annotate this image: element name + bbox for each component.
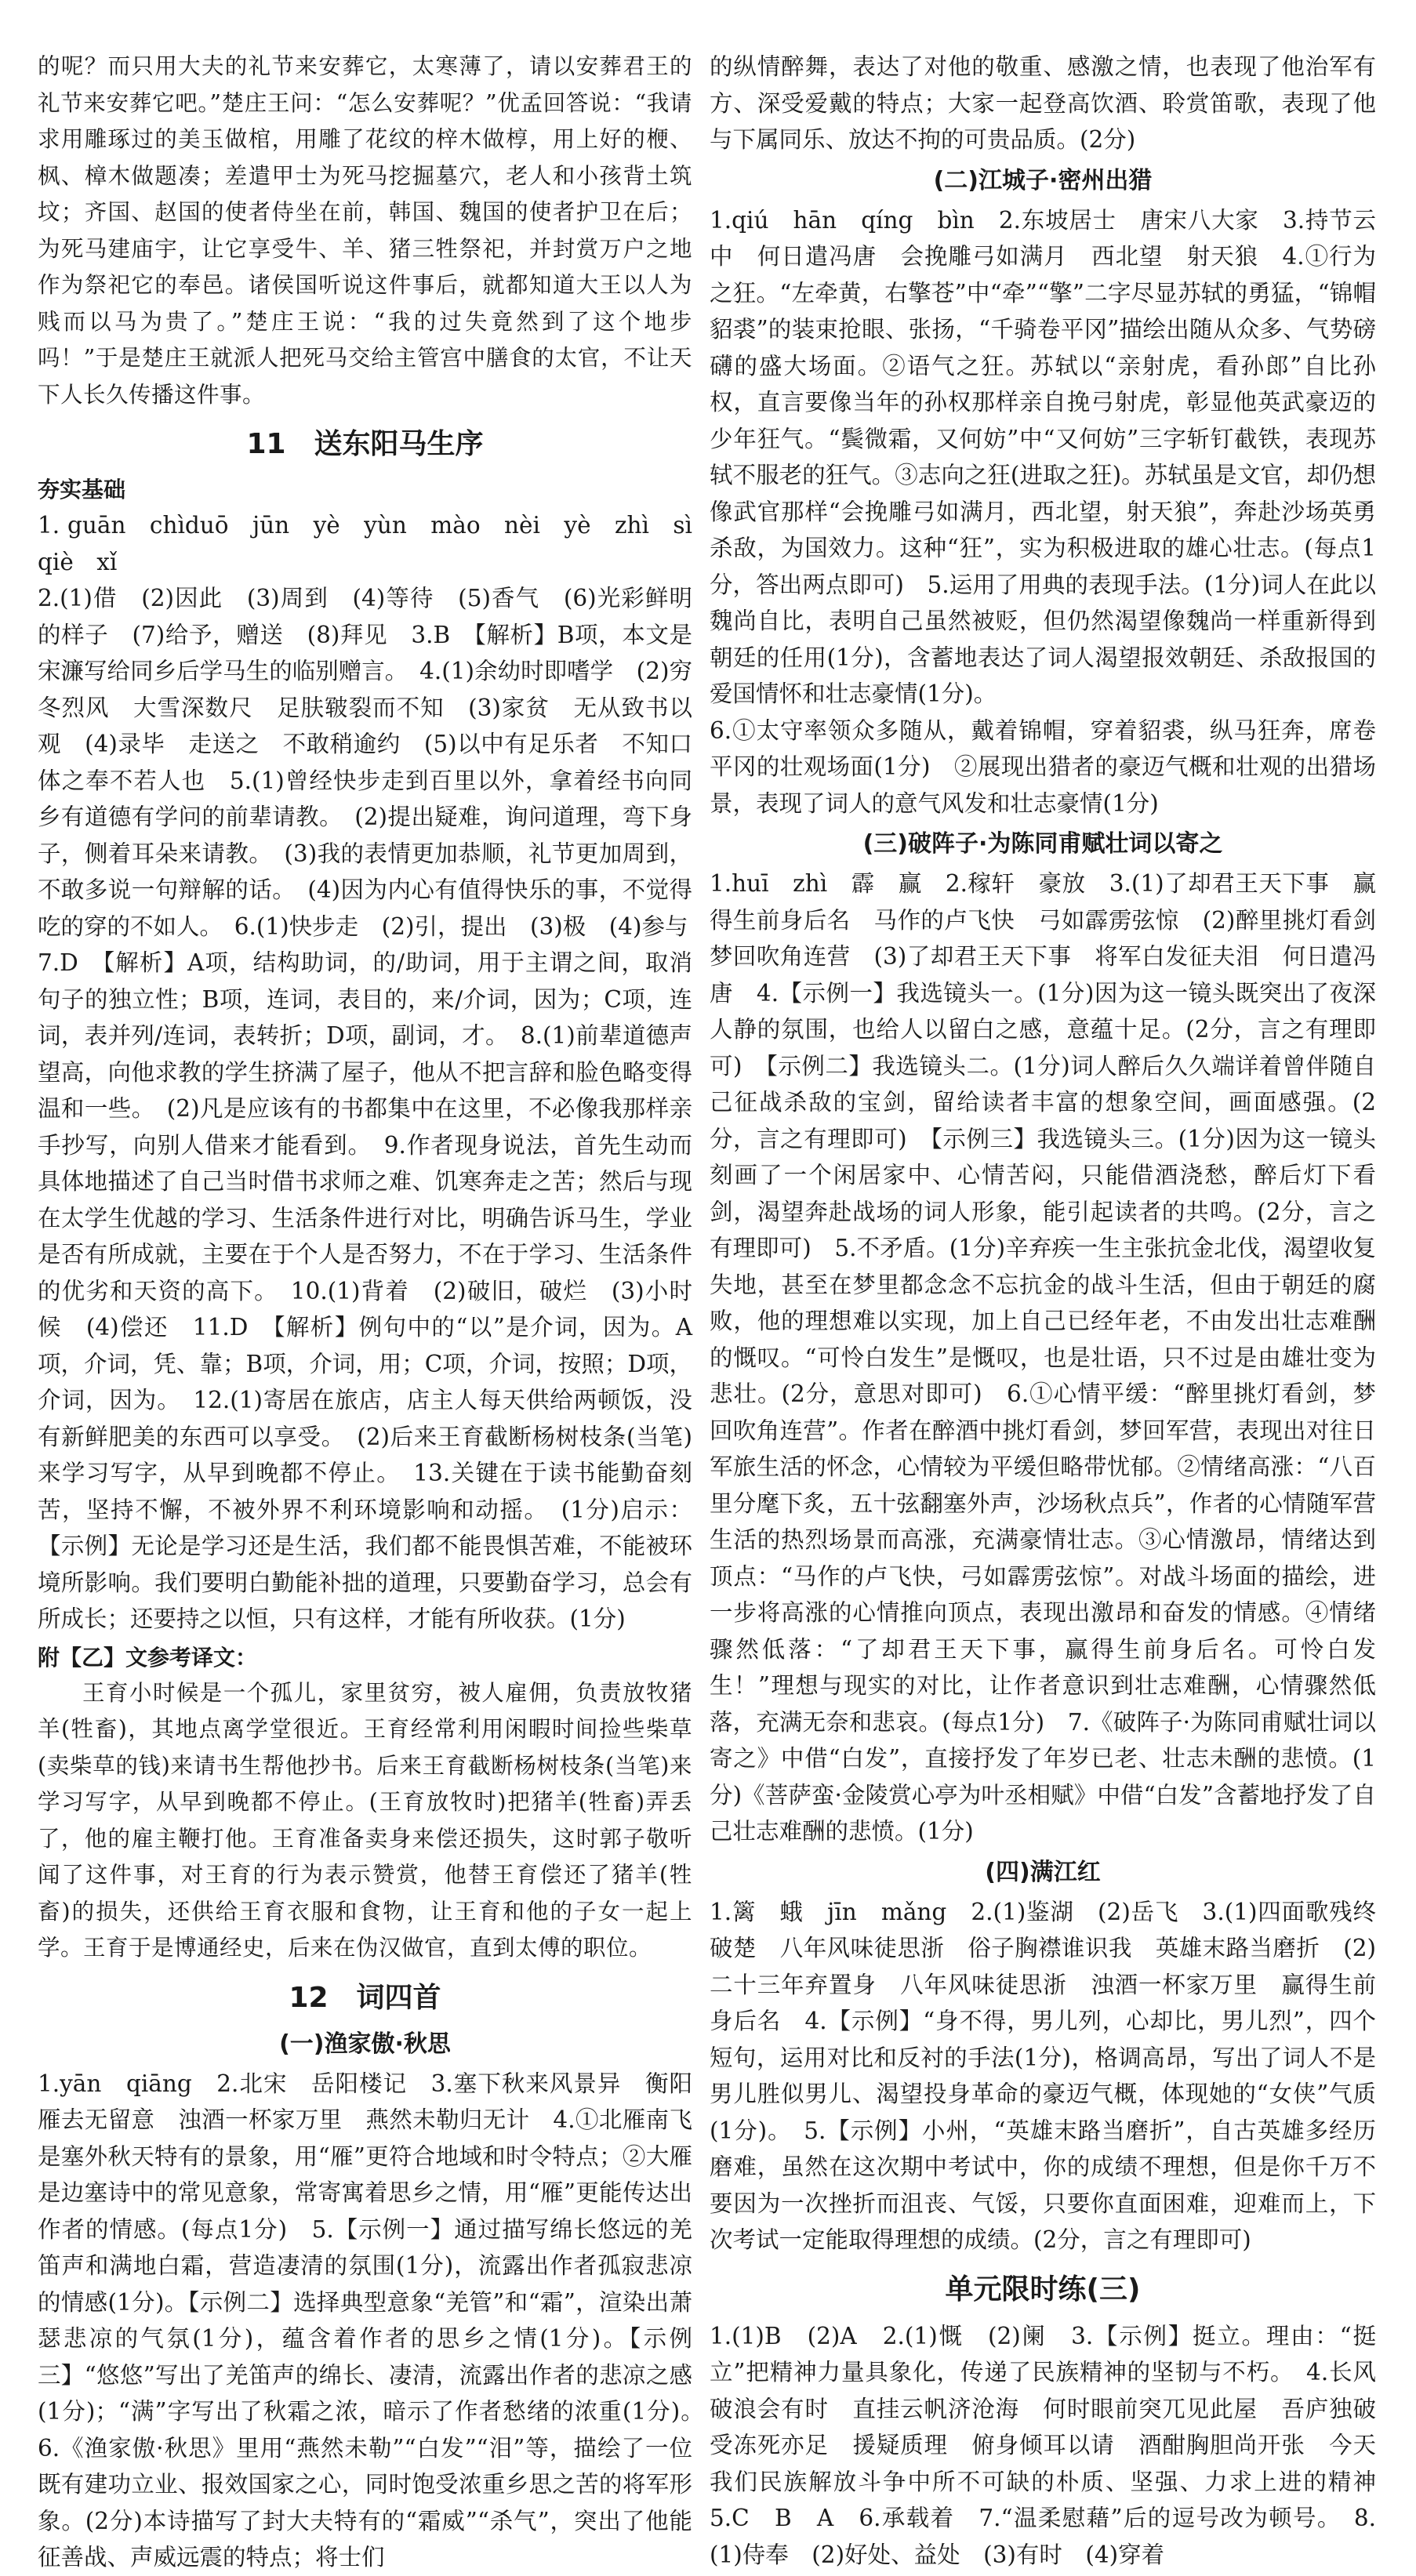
answer-block: 1.qiú hān qíng bìn 2.东坡居士 唐宋八大家 3.持节云中 何日遣冯唐 会挽雕弓如满月 西北望 射天狼 4.①行为之狂。“左牵黄，右擎苍”中“牵”“擎”二字尽显苏轼的勇猛，“锦帽貂裘”的装束抢眼、张扬，“千骑卷平冈”描绘出随从众多、气势磅礴的盛大场面。②语气之狂。苏轼以“亲射虎，看孙郎”自比孙权，直言要像当年的孙权那样亲自挽弓射虎，彰显他英武豪迈的少年狂气。“鬓微霜，又何妨”中“又何妨”三字斩钉截铁，表现苏轼不服老的狂气。③志向之狂(进取之狂)。苏轼虽是文官，却仍想像武官那样“会挽雕弓如满月，西北望，射天狼”，奔赴沙场英勇杀敌，为国效力。这种“狂”，实为积极进取的雄心壮志。(每点1分，答出两点即可) 5.运用了用典的表现手法。(1分)词人在此以魏尚自比，表明自己虽然被贬，但仍然渴望像魏尚一样重新得到朝廷的任用(1分)，含蓄地表达了词人渴望报效朝廷、杀敌报国的爱国情怀和壮志豪情(1分)。 bbox=[710, 206, 1376, 707]
right-column bbox=[710, 49, 1400, 2573]
poem-1-title: (一)渔家傲·秋思 bbox=[279, 2030, 451, 2058]
translation-continuation: 的呢？而只用大夫的礼节来安葬它，太寒薄了，请以安葬君王的礼节来安葬它吧。”楚庄王问：“怎么安葬呢？”优孟回答说：“我请求用雕琢过的美玉做棺，用雕了花纹的梓木做椁，用上好的楩、枫、樟木做题凑；差遣甲士为死马挖掘墓穴，老人和小孩背土筑坟；齐国、赵国的使者侍坐在前，韩国、魏国的使者护卫在后；为死马建庙宇，让它享受牛、羊、猪三牲祭祀，并封赏万户之地作为祭祀它的奉邑。诸侯国听说这件事后，就都知道大王以人为贱而以马为贵了。”楚庄王说：“我的过失竟然到了这个地步吗！”于是楚庄王就派人把死马交给主管宫中膳食的太官，不让天下人长久传播这件事。 bbox=[38, 53, 692, 408]
left-column bbox=[38, 49, 716, 2576]
poem-3-title: (三)破阵子·为陈同甫赋壮词以寄之 bbox=[862, 830, 1223, 858]
lesson-11-title: 11 送东阳马生序 bbox=[246, 428, 484, 460]
answer-block: 1.篱 蛾 jīn mǎng 2.(1)鉴湖 (2)岳飞 3.(1)四面歌残终破楚 八年风味徒思浙 俗子胸襟谁识我 英雄末路当磨折 (2)二十三年弃置身 八年风味徒思浙 浊酒一杯家万里 赢得生前身后名 4.【示例】“身不得，男儿列，心却比，男儿烈”，四个短句，运用对比和反衬的手法(1分)，格调高昂，写出了词人不是男儿胜似男儿、渴望投身革命的豪迈气概，体现她的“女侠”气质(1分)。 5.【示例】小州，“英雄末路当磨折”，自古英雄多经历磨难，虽然在这次期中考试中，你的成绩不理想，但是你千万不要因为一次挫折而沮丧、气馁，只要你直面困难，迎难而上，下次考试一定能取得理想的成绩。(2分，言之有理即可) bbox=[710, 1898, 1376, 2253]
answer-block: 6.①太守率领众多随从，戴着锦帽，穿着貂裘，纵马狂奔，席卷平冈的壮观场面(1分) ②展现出猎者的豪迈气概和壮观的出猎场景，表现了词人的意气风发和壮志豪情(1分) bbox=[710, 717, 1376, 817]
answer-block: 1.huī zhì 霹 赢 2.稼轩 豪放 3.(1)了却君王天下事 赢得生前身后名 马作的卢飞快 弓如霹雳弦惊 (2)醉里挑灯看剑 梦回吹角连营 (3)了却君王天下事 将军白发征夫泪 何日遣冯唐 4.【示例一】我选镜头一。(1分)因为这一镜头既突出了夜深人静的氛围，也给人以留白之感，意蕴十足。(2分，言之有理即可) 【示例二】我选镜头二。(1分)词人醉后久久端详着曾伴随自己征战杀敌的宝剑，留给读者丰富的想象空间，画面感强。(2分，言之有理即可) 【示例三】我选镜头三。(1分)因为这一镜头刻画了一个闲居家中、心情苦闷，只能借酒浇愁，醉后灯下看剑，渴望奔赴战场的词人形象，能引起读者的共鸣。(2分，言之有理即可) 5.不矛盾。(1分)辛弃疾一生主张抗金北伐，渴望收复失地，甚至在梦里都念念不忘抗金的战斗生活，但由于朝廷的腐败，他的理想难以实现，加上自己已经年老，不由发出壮志难酬的慨叹。“可怜白发生”是慨叹，也是壮语，只不过是由雄壮变为悲壮。(2分，意思对即可) 6.①心情平缓：“醉里挑灯看剑，梦回吹角连营”。作者在醉酒中挑灯看剑，梦回军营，表现出对往日军旅生活的怀念，心情较为平缓但略带忧郁。②情绪高涨：“八百里分麾下炙，五十弦翻塞外声，沙场秋点兵”，作者的心情随军营生活的热烈场景而高涨，充满豪情壮志。③心情激昂，情绪达到顶点：“马作的卢飞快，弓如霹雳弦惊”。对战斗场面的描绘，进一步将高涨的心情推向顶点，表现出激昂和奋发的情感。④情绪骤然低落：“了却君王天下事，赢得生前身后名。可怜白发生！”理想与现实的对比，让作者意识到壮志难酬，心情骤然低落，充满无奈和悲哀。(每点1分) 7.《破阵子·为陈同甫赋壮词以寄之》中借“白发”，直接抒发了年岁已老、壮志未酬的悲愤。(1分)《菩萨蛮·金陵赏心亭为叶丞相赋》中借“白发”含蓄地抒发了自己壮志难酬的悲愤。(1分) bbox=[710, 870, 1400, 1845]
answer-block: 1.(1)B (2)A 2.(1)慨 (2)阑 3.【示例】挺立。理由：“挺立”把精神力量具象化，传递了民族精神的坚韧与不朽。 4.长风破浪会有时 直挂云帆济沧海 何时眼前突兀见此屋 吾庐独破受冻死亦足 援疑质理 俯身倾耳以请 酒酣胸胆尚开张 今天我们民族解放斗争中所不可缺的朴质、坚强、力求上进的精神 5.C B A 6.承载着 7.“温柔慰藉”后的逗号改为顿号。 8.(1)侍奉 (2)好处、益处 (3)有时 (4)穿着 bbox=[710, 2322, 1400, 2568]
unit-test-title: 单元限时练(三) bbox=[945, 2273, 1141, 2306]
answer-continuation: 的纵情醉舞，表达了对他的敬重、感激之情，也表现了他治军有方、深受爱戴的特点；大家一起登高饮酒、聆赏笛歌，表现了他与下属同乐、放达不拘的可贵品质。(2分) bbox=[710, 53, 1376, 153]
appendix-heading: 附【乙】文参考译文： bbox=[38, 1644, 258, 1671]
lesson-12-title: 12 词四首 bbox=[289, 1981, 441, 2014]
answer-block: 2.(1)借 (2)因此 (3)周到 (4)等待 (5)香气 (6)光彩鲜明的样子 (7)给予，赠送 (8)拜见 3.B 【解析】B项，本文是宋濂写给同乡后学马生的临别赠言。 4.(1)余幼时即嗜学 (2)穷冬烈风 大雪深数尺 足肤皲裂而不知 (3)家贫 无从致书以观 (4)录毕 走送之 不敢稍逾约 (5)以中有足乐者 不知口体之奉不若人也 5.(1)曾经快步走到百里以外，拿着经书向同乡有道德有学问的前辈请教。 (2)提出疑难，询问道理，弯下身子，侧着耳朵来请教。 (3)我的表情更加恭顺，礼节更加周到，不敢多说一句辩解的话。 (4)因为内心有值得快乐的事，不觉得吃的穿的不如人。 6.(1)快步走 (2)引，提出 (3)极 (4)参与 bbox=[38, 585, 692, 940]
poem-2-title: (二)江城子·密州出猎 bbox=[933, 166, 1153, 194]
poem-4-title: (四)满江红 bbox=[985, 1858, 1101, 1886]
appendix-translation: 王育小时候是一个孤儿，家里贫穷，被人雇佣，负责放牧猪羊(牲畜)，其地点离学堂很近。王育经常利用闲暇时间捡些柴草(卖柴草的钱)来请书生帮他抄书。后来王育截断杨树枝条(当笔)来学习写字，从早到晚都不停止。(王育放牧时)把猪羊(牲畜)弄丢了，他的雇主鞭打他。王育准备卖身来偿还损失，这时郭子敬听闻了这件事，对王育的行为表示赞赏，他替王育偿还了猪羊(牲畜)的损失，还供给王育衣服和食物，让王育和他的子女一起上学。王育于是博通经史，后来在伪汉做官，直到太傅的职位。 bbox=[38, 1679, 692, 1961]
answer-block: 1.yān qiāng 2.北宋 岳阳楼记 3.塞下秋来风景异 衡阳雁去无留意 浊酒一杯家万里 燕然未勒归无计 4.①北雁南飞是塞外秋天特有的景象，用“雁”更符合地域和时令特点；②大雁是边塞诗中的常见意象，常寄寓着思乡之情，用“雁”更能传达出作者的情感。(每点1分) 5.【示例一】通过描写绵长悠远的羌笛声和满地白霜，营造凄清的氛围(1分)，流露出作者孤寂悲凉的情感(1分)。【示例二】选择典型意象“羌管”和“霜”，渲染出萧瑟悲凉的气氛(1分)，蕴含着作者的思乡之情(1分)。【示例三】“悠悠”写出了羌笛声的绵长、凄清，流露出作者的悲凉之感(1分)；“满”字写出了秋霜之浓，暗示了作者愁绪的浓重(1分)。 6.《渔家傲·秋思》里用“燕然未勒”“白发”“泪”等，描绘了一位既有建功立业、报效国家之心，同时饱受浓重乡思之苦的将军形象。(2分)本诗描写了封大夫特有的“霜威”“杀气”，突出了他能征善战、声威远震的特点；将士们 bbox=[38, 2070, 716, 2571]
answer-pinyin: 1. guān chìduō jūn yè yùn mào nèi yè zhì sì qiè xǐ bbox=[38, 512, 716, 575]
section-heading: 夯实基础 bbox=[38, 477, 126, 503]
answer-block: 7.D 【解析】A项，结构助词，的/助词，用于主谓之间，取消句子的独立性；B项，连词，表目的，来/介词，因为；C项，连词，表并列/连词，表转折；D项，副词，才。 8.(1)前辈道德声望高，向他求教的学生挤满了屋子，他从不把言辞和脸色略变得温和一些。 (2)凡是应该有的书都集中在这里，不必像我那样亲手抄写，向别人借来才能看到。 9.作者现身说法，首先生动而具体地描述了自己当时借书求师之难、饥寒奔走之苦；然后与现在太学生优越的学习、生活条件进行对比，明确告诉马生，学业是否有所成就，主要在于个人是否努力，不在于学习、生活条件的优劣和天资的高下。 10.(1)背着 (2)破旧，破烂 (3)小时候 (4)偿还 11.D 【解析】例句中的“以”是介词，因为。A项，介词，凭、靠；B项，介词，用；C项，介词，按照；D项，介词，因为。 12.(1)寄居在旅店，店主人每天供给两顿饭，没有新鲜肥美的东西可以享受。 (2)后来王育截断杨树枝条(当笔)来学习写字，从早到晚都不停止。 13.关键在于读书能勤奋刻苦，坚持不懈，不被外界不利环境影响和动摇。 (1分)启示：【示例】无论是学习还是生活，我们都不能畏惧苦难，不能被环境所影响。我们要明白勤能补拙的道理，只要勤奋学习，总会有所成长；还要持之以恒，只有这样，才能有所收获。(1分) bbox=[38, 949, 692, 1632]
